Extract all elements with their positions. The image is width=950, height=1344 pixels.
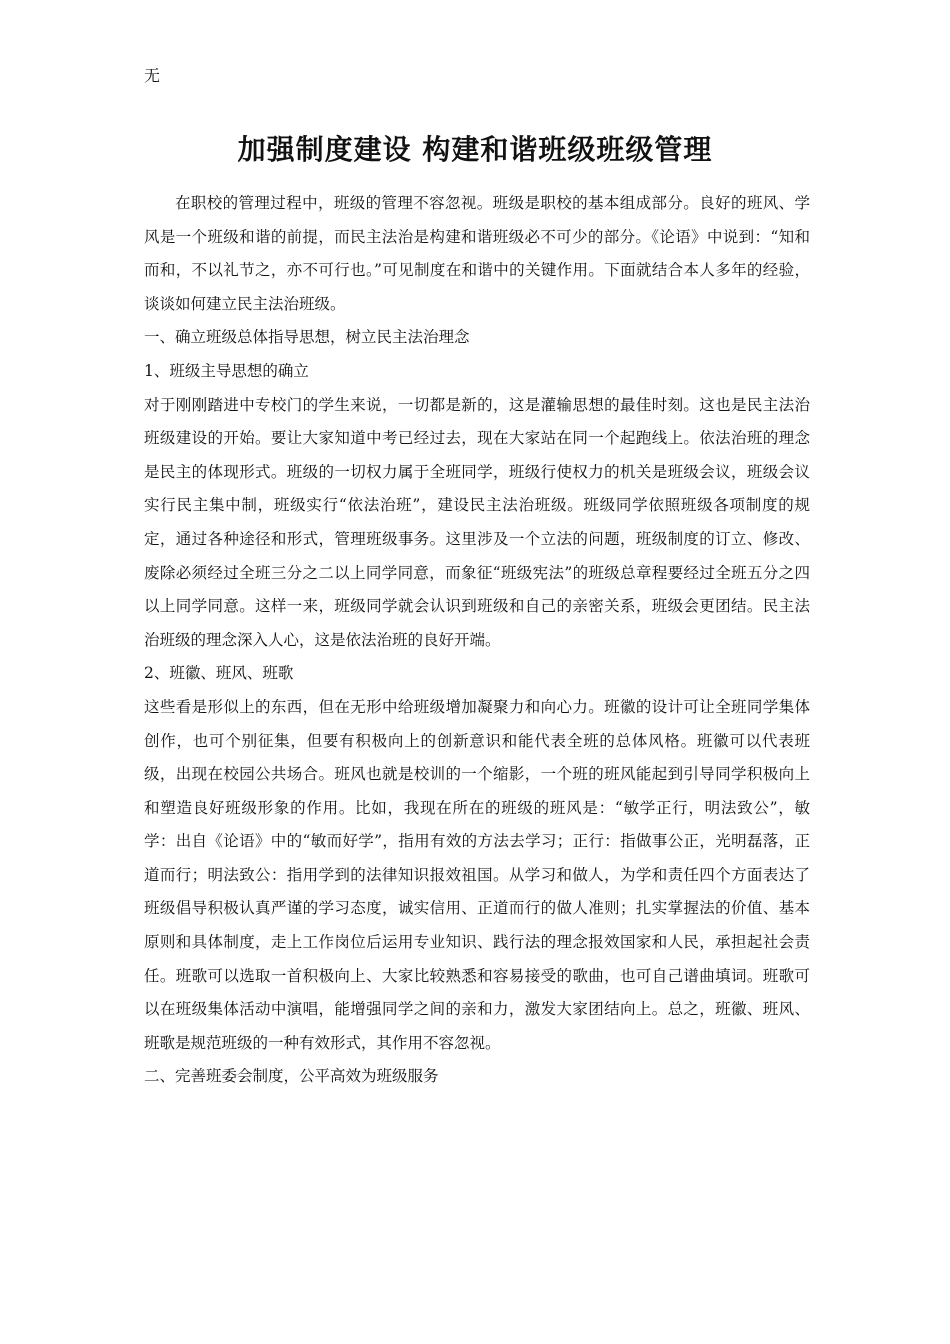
subsection-heading-1: 1、班级主导思想的确立 — [144, 361, 309, 380]
section-heading-1: 一、确立班级总体指导思想，树立民主法治理念 — [144, 328, 470, 347]
body-paragraph: 对于刚刚踏进中专校门的学生来说，一切都是新的，这是灌输思想的最佳时刻。这也是民主法治班级建设的开始。要让大家知道中考已经过去，现在大家站在同一个起跑线上。依法治班的理念是民主的体现形式。班级的一切权力属于全班同学，班级行使权力的机关是班级会议，班级会议实行民主集中制，班级实行“依法治班”，建设民主法治班级。班级同学依照班级各项制度的规定，通过各种途径和形式，管理班级事务。这里涉及一个立法的问题，班级制度的订立、修改、废除必须经过全班三分之二以上同学同意，而象征“班级宪法”的班级总章程要经过全班五分之四以上同学同意。这样一来，班级同学就会认识到班级和自己的亲密关系，班级会更团结。民主法治班级的理念深入人心，这是依法治班的良好开端。 — [144, 395, 810, 649]
section-heading-2: 二、完善班委会制度，公平高效为班级服务 — [144, 1067, 439, 1086]
intro-paragraph: 在职校的管理过程中，班级的管理不容忽视。班级是职校的基本组成部分。良好的班风、学风是一个班级和谐的前提，而民主法治是构建和谐班级必不可少的部分。《论语》中说到：“知和而和，不以礼节之，亦不可行也。”可见制度在和谐中的关键作用。下面就结合本人多年的经验，谈谈如何建立民主法治班级。 — [144, 194, 810, 313]
document-title: 加强制度建设 构建和谐班级班级管理 — [237, 133, 713, 166]
document-body — [144, 187, 810, 1094]
subsection-heading-2: 2、班徽、班风、班歌 — [144, 664, 294, 683]
header-mark: 无 — [144, 66, 161, 85]
body-paragraph: 这些看是形似上的东西，但在无形中给班级增加凝聚力和向心力。班徽的设计可让全班同学集体创作，也可个别征集，但要有积极向上的创新意识和能代表全班的总体风格。班徽可以代表班级，出现在校园公共场合。班风也就是校训的一个缩影，一个班的班风能起到引导同学积极向上和塑造良好班级形象的作用。比如，我现在所在的班级的班风是：“敏学正行，明法致公”，敏学：出自《论语》中的“敏而好学”，指用有效的方法去学习；正行：指做事公正，光明磊落，正道而行；明法致公：指用学到的法律知识报效祖国。从学习和做人，为学和责任四个方面表达了班级倡导积极认真严谨的学习态度，诚实信用、正道而行的做人准则；扎实掌握法的价值、基本原则和具体制度，走上工作岗位后运用专业知识、践行法的理念报效国家和人民，承担起社会责任。班歌可以选取一首积极向上、大家比较熟悉和容易接受的歌曲，也可自己谱曲填词。班歌可以在班级集体活动中演唱，能增强同学之间的亲和力，激发大家团结向上。总之，班徽、班风、班歌是规范班级的一种有效形式，其作用不容忽视。 — [144, 697, 810, 1052]
